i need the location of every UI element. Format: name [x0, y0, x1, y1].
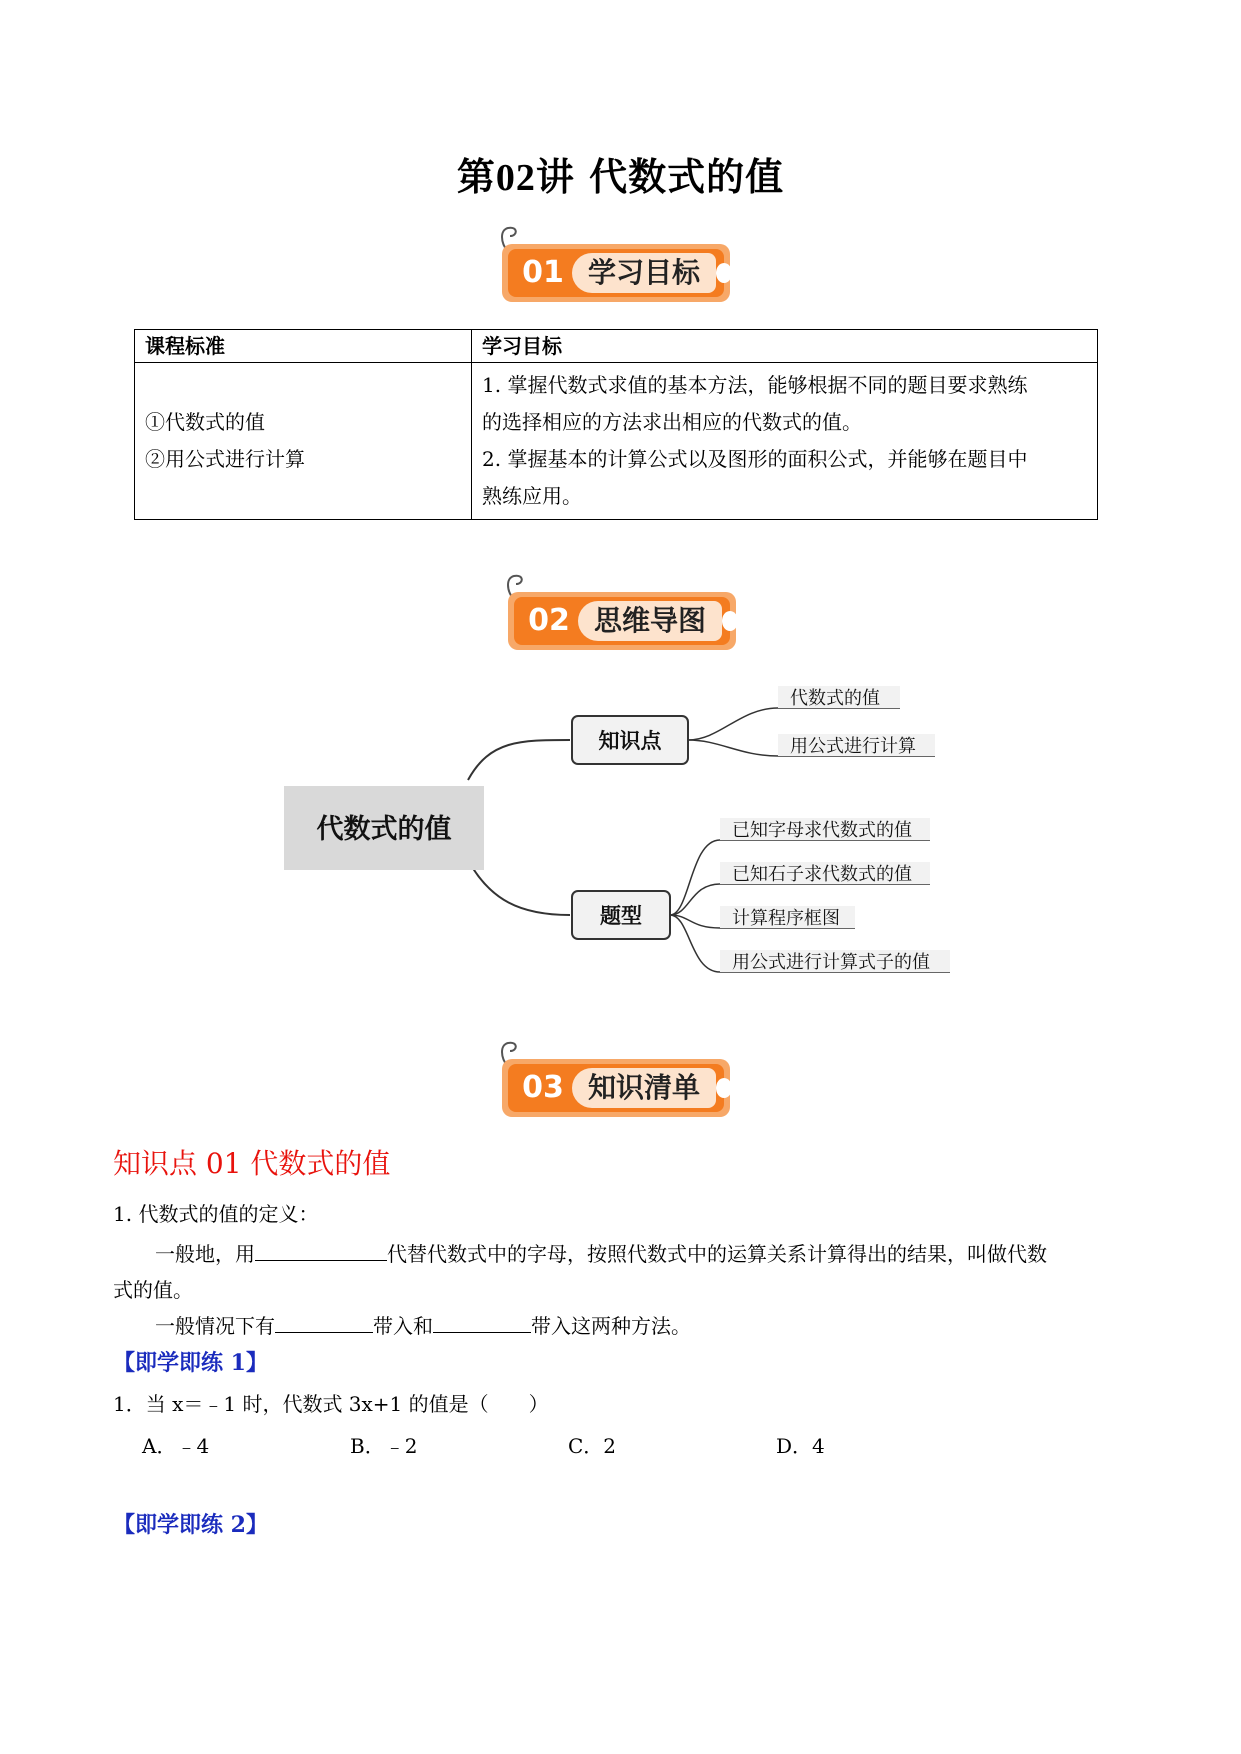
exercise-question: 1．当 x＝﹣1 时，代数式 3x+1 的值是（ ）: [113, 1392, 549, 1416]
table-row: [135, 363, 1098, 520]
fill-blank[interactable]: [255, 1238, 387, 1261]
badge-label: 知识清单: [572, 1068, 716, 1108]
mindmap-branch: 知识点: [598, 729, 662, 753]
option-c[interactable]: C．2: [568, 1434, 617, 1458]
mind-map: [0, 660, 1241, 1000]
goals-table: [134, 329, 1098, 520]
goal-line: 的选择相应的方法求出相应的代数式的值。: [482, 410, 862, 434]
section-badge-goals: [496, 222, 736, 312]
badge-number: 01: [522, 255, 564, 290]
goal-line: 1. 掌握代数式求值的基本方法，能够根据不同的题目要求熟练: [482, 373, 1028, 397]
definition-text: 一般地，用: [155, 1242, 255, 1266]
option-b[interactable]: B．﹣2: [350, 1434, 418, 1458]
table-header-row: [135, 330, 1098, 363]
mindmap-root: 代数式的值: [316, 814, 452, 845]
option-d[interactable]: D．4: [776, 1434, 825, 1458]
mindmap-leaf: 计算程序框图: [732, 908, 840, 929]
mindmap-leaf: 代数式的值: [790, 688, 880, 709]
goals-cell: [472, 363, 1098, 520]
header-standard: 课程标准: [135, 330, 472, 363]
title-number: 02: [495, 157, 536, 199]
header-goal: 学习目标: [472, 330, 1098, 363]
definition-text: 式的值。: [113, 1278, 193, 1302]
mindmap-leaf: 用公式进行计算式子的值: [732, 952, 930, 973]
standard-item: ②用公式进行计算: [145, 447, 305, 471]
definition-heading: 1. 代数式的值的定义：: [113, 1202, 319, 1226]
methods-text: 一般情况下有: [155, 1314, 275, 1338]
goal-line: 2. 掌握基本的计算公式以及图形的面积公式，并能够在题目中: [482, 447, 1028, 471]
mindmap-branch: 题型: [600, 904, 642, 928]
page-title: [0, 146, 1241, 201]
standard-item: ①代数式的值: [145, 410, 265, 434]
badge-number: 03: [522, 1070, 564, 1105]
goal-line: 熟练应用。: [482, 484, 582, 508]
methods-text: 带入和: [373, 1314, 433, 1338]
fill-blank[interactable]: [275, 1310, 373, 1333]
section-badge-knowledge: [496, 1037, 736, 1127]
methods-text: 带入这两种方法。: [531, 1314, 691, 1338]
section-badge-mindmap: [502, 570, 742, 660]
fill-blank[interactable]: [433, 1310, 531, 1333]
exercise-label: 【即学即练 1】: [113, 1350, 268, 1376]
knowledge-point-title: 知识点 01 代数式的值: [113, 1147, 391, 1180]
exercise-label: 【即学即练 2】: [113, 1512, 268, 1538]
option-a[interactable]: A．﹣4: [142, 1434, 210, 1458]
badge-number: 02: [528, 603, 570, 638]
definition-paragraph: [113, 1236, 1123, 1344]
title-prefix: 第: [456, 154, 496, 199]
standards-cell: [135, 363, 472, 520]
definition-text: 代替代数式中的字母，按照代数式中的运算关系计算得出的结果，叫做代数: [387, 1242, 1047, 1266]
title-suffix: 讲 代数式的值: [535, 154, 785, 199]
mindmap-leaf: 已知石子求代数式的值: [732, 864, 912, 885]
badge-label: 思维导图: [578, 601, 722, 641]
badge-label: 学习目标: [572, 253, 716, 293]
mindmap-leaf: 用公式进行计算: [790, 736, 916, 757]
mindmap-leaf: 已知字母求代数式的值: [732, 820, 912, 841]
